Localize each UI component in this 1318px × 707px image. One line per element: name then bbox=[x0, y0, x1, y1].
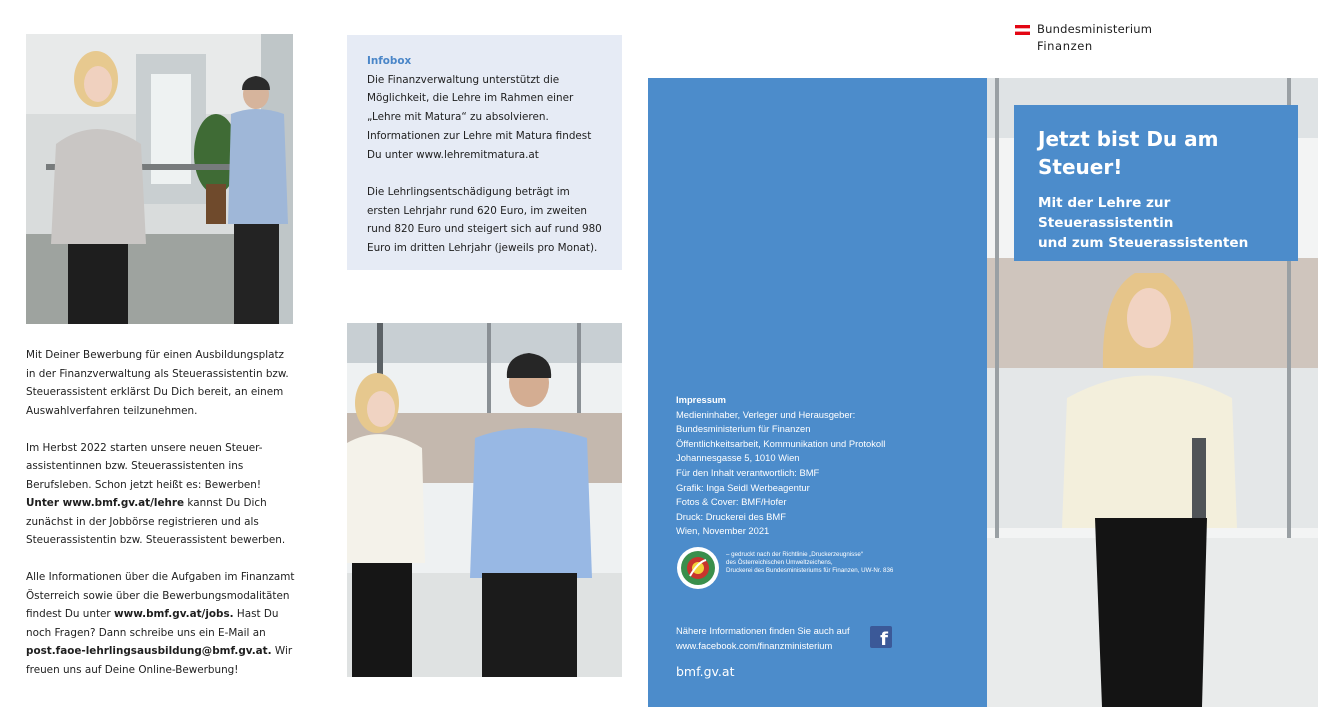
facebook-url[interactable]: www.facebook.com/finanzministerium bbox=[676, 639, 833, 651]
facebook-glyph: f bbox=[880, 629, 888, 650]
impressum-line: Medieninhaber, Verleger und Herausgeber: bbox=[676, 408, 856, 420]
impressum-title: Impressum bbox=[676, 394, 727, 405]
facebook-info-line: Nähere Informationen finden Sie auch auf bbox=[676, 625, 850, 636]
ecolabel bbox=[676, 546, 976, 590]
infobox-paragraph-pay: Die Lehrlingsentschädigung beträgt im ersten Lehrjahr rund 620 Euro, im zweiten rund 820 Euro und steigert sich auf rund 980 Euro im dritten Lehrjahr (jeweils pro Monat). bbox=[367, 185, 602, 255]
start-paragraph-rest: kannst Du Dich zunächst in der Jobbörse registrieren und als Steuerassistentin bzw. Steuerassistent bewerben. bbox=[26, 497, 286, 546]
cover-subtitle-line: Mit der Lehre zur Steuerassistentin bbox=[1038, 195, 1174, 231]
start-paragraph-text: Im Herbst 2022 starten unsere neuen Steuer-assistentinnen bzw. Steuerassistenten ins Berufsleben. Schon jetzt heißt es: Bewerben! bbox=[26, 441, 263, 491]
impressum-line: Wien, November 2021 bbox=[676, 525, 770, 537]
impressum-line: Bundesministerium für Finanzen bbox=[676, 423, 811, 435]
infobox-title: Infobox bbox=[367, 55, 412, 67]
cover-headline-box bbox=[1014, 105, 1298, 261]
photo-two-trainees-walking bbox=[347, 323, 622, 677]
impressum-line: Fotos & Cover: BMF/Hofer bbox=[676, 496, 787, 508]
website-link[interactable]: bmf.gv.at bbox=[676, 664, 735, 679]
austrian-flag-icon bbox=[1015, 25, 1030, 35]
cover-title-line: Steuer! bbox=[1038, 155, 1123, 179]
ecolabel-line: Druckerei des Bundesministeriums für Finanzen, UW-Nr. 836 bbox=[726, 567, 894, 575]
imprint-panel bbox=[648, 78, 987, 707]
logo-line-finance: Finanzen bbox=[1037, 39, 1093, 53]
logo-line-ministry: Bundesministerium bbox=[1037, 22, 1153, 36]
cover-subtitle-line: und zum Steuerassistenten bbox=[1038, 235, 1249, 251]
impressum-line: Druck: Druckerei des BMF bbox=[676, 510, 786, 522]
ecolabel-line: – gedruckt nach der Richtlinie „Druckerzeugnisse“ bbox=[726, 551, 863, 558]
ecolabel-logo-icon bbox=[676, 546, 720, 590]
impressum-line: Für den Inhalt verantwortlich: BMF bbox=[676, 466, 820, 478]
email-link[interactable]: post.faoe-lehrlingsausbildung@bmf.gv.at. bbox=[26, 645, 272, 657]
cover-subtitle bbox=[1038, 193, 1278, 253]
facebook-icon[interactable] bbox=[870, 626, 892, 648]
cover-title-line: Jetzt bist Du am bbox=[1038, 127, 1219, 151]
cover-title bbox=[1038, 125, 1278, 181]
application-info-text bbox=[26, 346, 296, 698]
contact-paragraph bbox=[26, 568, 296, 679]
ecolabel-text bbox=[726, 551, 976, 576]
impressum-line: Grafik: Inga Seidl Werbeagentur bbox=[676, 481, 810, 493]
impressum-line: Johannesgasse 5, 1010 Wien bbox=[676, 452, 800, 464]
jobs-link[interactable]: www.bmf.gv.at/jobs. bbox=[114, 608, 234, 620]
ecolabel-line: des Österreichischen Umweltzeichens, bbox=[726, 559, 833, 567]
contact-paragraph-end: Wir freuen uns auf Deine Online-Bewerbung! bbox=[26, 645, 293, 676]
facebook-info bbox=[676, 624, 976, 653]
photo-two-trainees-hallway bbox=[26, 34, 293, 324]
impressum bbox=[676, 393, 976, 539]
infobox bbox=[347, 35, 622, 270]
ministry-logo bbox=[1015, 22, 1215, 56]
lehre-link[interactable]: Unter www.bmf.gv.at/lehre bbox=[26, 497, 185, 509]
contact-paragraph-text: Alle Informationen über die Aufgaben im Finanzamt Österreich sowie über die Bewerbungsmodalitäten findest Du unter bbox=[26, 571, 295, 620]
impressum-line: Öffentlichkeitsarbeit, Kommunikation und Protokoll bbox=[676, 437, 886, 449]
infobox-paragraph-matura: Die Finanzverwaltung unterstützt die Möglichkeit, die Lehre im Rahmen einer „Lehre mit Matura“ zu absolvieren. Informationen zur Lehre mit Matura findest Du unter www.lehremitmatura.at bbox=[367, 73, 592, 161]
application-paragraph: Mit Deiner Bewerbung für einen Ausbildungsplatz in der Finanzverwaltung als Steuerassistentin bzw. Steuerassistent erklärst Du Dich bereit, an einem Auswahlverfahren teilzunehmen. bbox=[26, 349, 289, 417]
contact-paragraph-mid: Hast Du noch Fragen? Dann schreibe uns ein E-Mail an bbox=[26, 608, 279, 639]
start-paragraph bbox=[26, 439, 296, 550]
